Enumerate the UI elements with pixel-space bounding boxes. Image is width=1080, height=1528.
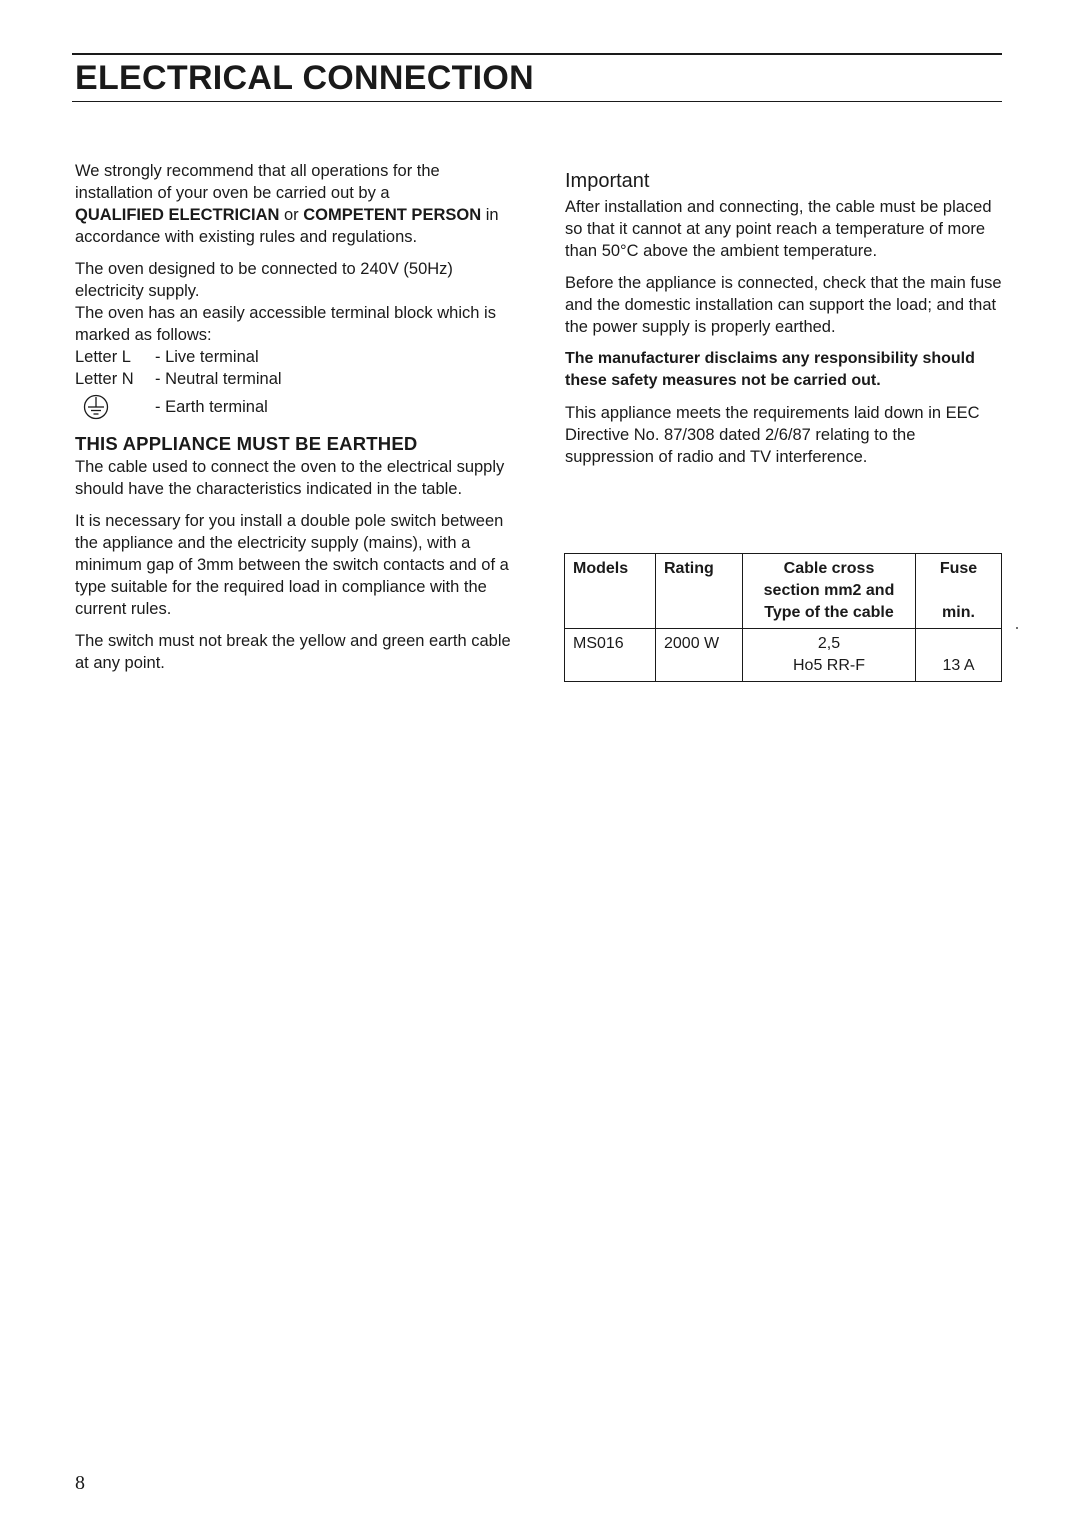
page-number: 8 — [75, 1472, 85, 1494]
header-fuse-line-2: min. — [942, 604, 975, 621]
table-header-row — [565, 554, 1002, 629]
disclaimer-paragraph: The manufacturer disclaims any responsibility should these safety measures not be carried out. — [565, 350, 975, 389]
cell-cable-section: 2,5 — [817, 635, 841, 652]
table-row — [565, 629, 1002, 682]
cell-fuse — [916, 629, 1002, 682]
earth-ground-icon — [75, 394, 155, 420]
terminal-earth-desc: - Earth terminal — [155, 398, 268, 416]
terminal-live-desc: - Live terminal — [155, 348, 259, 366]
directive-paragraph: This appliance meets the requirements laid down in EEC Directive No. 87/308 dated 2/6/87 relating to the suppression of radio and TV interference. — [565, 404, 980, 466]
title-rule-top — [72, 53, 1002, 55]
qualified-electrician-text: QUALIFIED ELECTRICIAN — [75, 206, 280, 224]
intro-paragraph — [75, 160, 515, 248]
intro-text: We strongly recommend that all operations for the installation of your oven be carried out by a — [75, 162, 440, 202]
cell-model: MS016 — [565, 629, 656, 682]
or-text: or — [279, 206, 304, 224]
terminal-neutral-desc: - Neutral terminal — [155, 370, 282, 388]
header-cable-line-1: Cable cross — [783, 560, 875, 577]
terminal-live-key: Letter L — [75, 348, 131, 366]
voltage-paragraph: The oven designed to be connected to 240V (50Hz) electricity supply. — [75, 260, 453, 300]
header-cable-line-2: section mm2 and — [763, 582, 895, 599]
cell-rating: 2000 W — [656, 629, 743, 682]
title-rule-bottom — [72, 101, 1002, 102]
terminal-neutral-key: Letter N — [75, 370, 134, 388]
header-fuse — [916, 554, 1002, 629]
intro-rules-text: in accordance with existing rules and regulations. — [75, 206, 499, 246]
cable-temperature-paragraph: After installation and connecting, the cable must be placed so that it cannot at any point reach a temperature of more than 50°C above the ambient temperature. — [565, 198, 992, 260]
terminal-neutral-row — [75, 368, 515, 390]
left-column — [75, 160, 515, 674]
page-title: ELECTRICAL CONNECTION — [75, 59, 535, 97]
header-cable-line-3: Type of the cable — [764, 604, 894, 621]
terminal-live-row — [75, 346, 515, 368]
switch-paragraph: It is necessary for you install a double pole switch between the appliance and the electricity supply (mains), with a minimum gap of 3mm between the switch contacts and of a type suitable for the required load in compliance with the current rules. — [75, 512, 509, 618]
earthed-heading: THIS APPLIANCE MUST BE EARTHED — [75, 433, 418, 454]
competent-person-text: COMPETENT PERSON — [303, 206, 482, 224]
specification-table — [564, 553, 1002, 682]
cell-fuse-value: 13 A — [942, 657, 975, 674]
header-models: Models — [565, 554, 656, 629]
important-heading: Important — [565, 170, 650, 192]
cell-cable-type: Ho5 RR-F — [792, 657, 865, 674]
header-rating: Rating — [656, 554, 743, 629]
header-fuse-line-1: Fuse — [939, 560, 978, 577]
earth-cable-paragraph: The switch must not break the yellow and green earth cable at any point. — [75, 632, 511, 672]
header-cable — [743, 554, 916, 629]
cable-paragraph: The cable used to connect the oven to the electrical supply should have the characteristics indicated in the table. — [75, 458, 505, 498]
terminal-block-paragraph: The oven has an easily accessible terminal block which is marked as follows: — [75, 304, 496, 344]
scan-dot — [1016, 627, 1018, 629]
cell-cable — [743, 629, 916, 682]
right-column — [565, 168, 1005, 468]
terminal-earth-row — [75, 394, 515, 420]
fuse-check-paragraph: Before the appliance is connected, check that the main fuse and the domestic installation can support the load; and that the power supply is properly earthed. — [565, 274, 1002, 336]
